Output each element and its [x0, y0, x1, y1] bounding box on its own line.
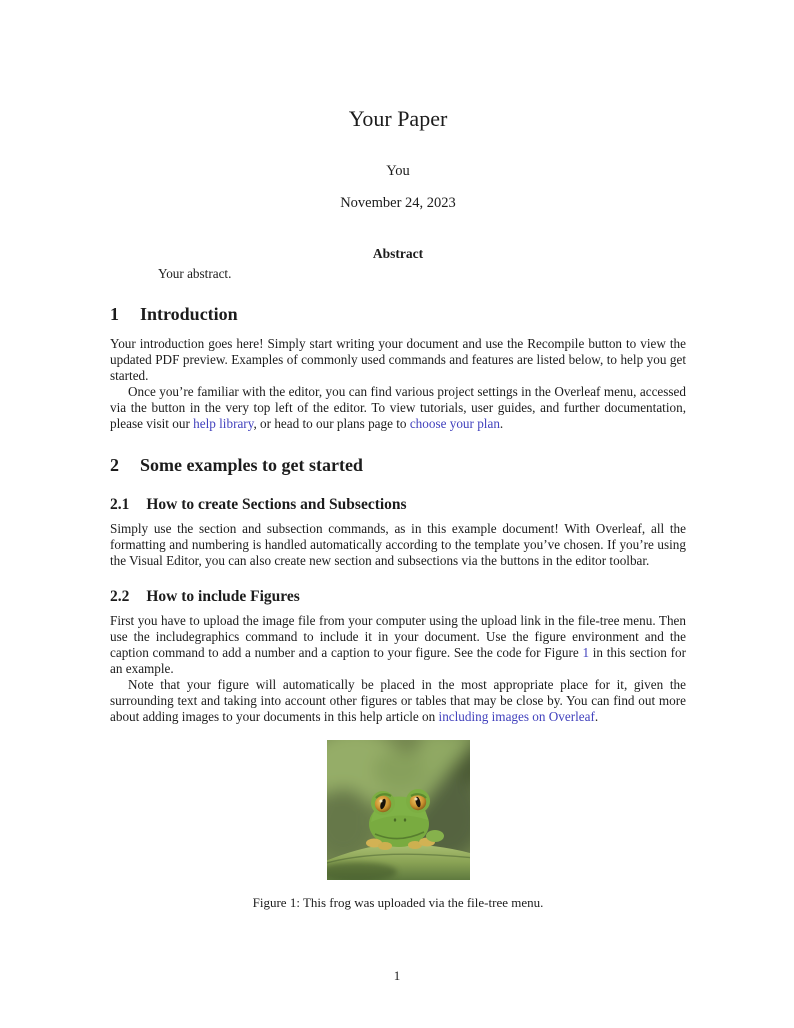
- frog-photo: [327, 740, 470, 880]
- section-1-heading: [110, 302, 686, 326]
- text-run: , or head to our plans page to: [253, 416, 410, 432]
- text-run: First you have to upload the image file from your computer using the upload link in the file-tree menu. Then use the includegraphics command to include it in your document. Use the figure environment and the caption command to add a number and a caption to your figure. See the code for Figure: [110, 612, 686, 661]
- page-number: 1: [393, 968, 401, 983]
- link-choose-your-plan[interactable]: choose your plan: [409, 416, 500, 432]
- link-including-images[interactable]: including images on Overleaf: [438, 709, 595, 725]
- figure-1: [110, 740, 686, 880]
- link-help-library[interactable]: help library: [193, 416, 254, 432]
- text-run: Once you’re familiar with the editor, you can find various project settings in the Overleaf menu, accessed via the button in the very top left of the editor. To view tutorials, user guides, and further documentation, please visit our: [110, 384, 686, 432]
- text-run: .: [499, 416, 504, 432]
- figures-paragraph-2: [110, 677, 686, 725]
- figures-paragraph-1: [110, 613, 686, 677]
- section-2-heading: [110, 453, 686, 477]
- intro-paragraph-1: Your introduction goes here! Simply start writing your document and use the Recompile button to view the updated PDF preview. Examples of commonly used commands and features are listed below, to help you get started.: [110, 336, 686, 384]
- abstract-heading: Abstract: [372, 246, 424, 261]
- subsection-2-1-number: 2.1: [110, 495, 130, 513]
- section-2-number: 2: [110, 454, 119, 475]
- section-1-title: Introduction: [140, 304, 238, 324]
- paper-title: Your Paper: [348, 106, 448, 131]
- intro-paragraph-2: [110, 384, 686, 432]
- subsection-2-1-title: How to create Sections and Subsections: [146, 495, 407, 513]
- subsection-2-2-title: How to include Figures: [146, 587, 300, 605]
- subsection-2-2-heading: [110, 587, 686, 607]
- text-run: .: [594, 709, 599, 725]
- abstract-text: Your abstract.: [158, 266, 232, 281]
- figure-caption: Figure 1: This frog was uploaded via the file-tree menu.: [252, 894, 544, 910]
- subsection-2-1-paragraph: Simply use the section and subsection commands, as in this example document! With Overleaf, all the formatting and numbering is handled automatically according to the template you’ve chosen. If you’re using the Visual Editor, you can also create new section and subsections via the buttons in the editor toolbar.: [110, 520, 686, 568]
- section-2-title: Some examples to get started: [140, 454, 363, 475]
- text-run: in this section for an example.: [110, 645, 686, 677]
- paper-author: You: [386, 163, 410, 179]
- link-figure-1-ref[interactable]: 1: [582, 645, 590, 661]
- text-run: Note that your figure will automatically be placed in the most appropriate place for it, given the surrounding text and taking into account other figures or tables that may be close by. You can find out more about adding images to your documents in this help article on: [110, 677, 686, 725]
- subsection-2-2-number: 2.2: [110, 587, 130, 605]
- section-1-number: 1: [110, 304, 119, 324]
- paper-date: November 24, 2023: [340, 195, 456, 211]
- subsection-2-1-heading: [110, 495, 686, 515]
